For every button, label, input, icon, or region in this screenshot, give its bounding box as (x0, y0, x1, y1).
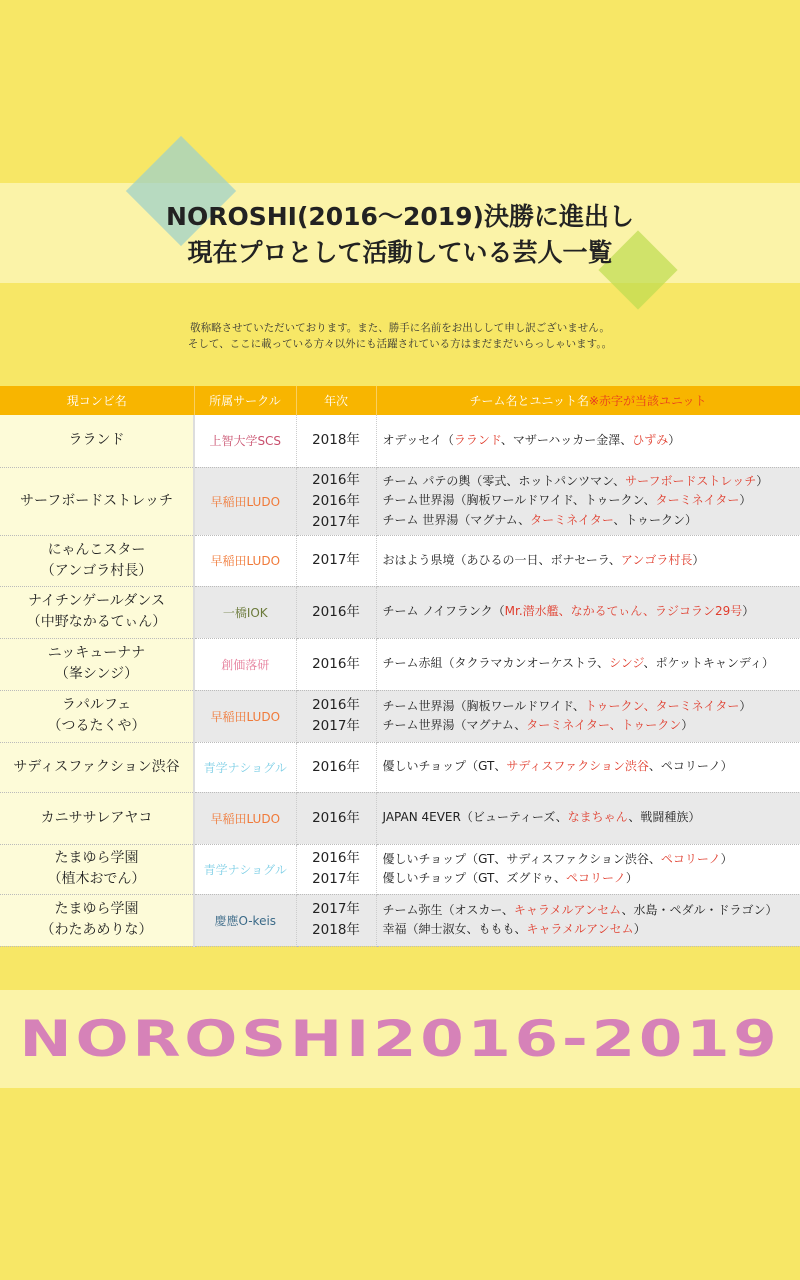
circle-cell: 青学ナショグル (194, 742, 296, 792)
year: 2016年 (312, 758, 360, 775)
year: 2018年 (312, 922, 360, 938)
highlighted-unit: ターミネイター (530, 512, 614, 527)
highlighted-unit: ターミネイター (655, 493, 740, 508)
team-line (383, 716, 800, 736)
table-row (0, 638, 800, 690)
table-row (0, 690, 800, 742)
circle-cell: 早稲田LUDO (194, 535, 296, 586)
table-row (0, 586, 800, 638)
year-cell (296, 415, 376, 467)
year: 2016年 (312, 850, 360, 866)
team-text: ） (668, 433, 681, 447)
team-line (383, 697, 800, 717)
highlighted-unit: キャラメルアンセム (513, 902, 622, 917)
combi-name: （アンゴラ村長） (40, 562, 153, 579)
team-text: ） (756, 473, 769, 488)
year-cell (296, 844, 376, 894)
combi-name: （植木おでん） (47, 871, 146, 887)
team-line (383, 654, 800, 674)
combi-name: （わたあめりな） (40, 922, 153, 938)
team-line (383, 431, 800, 451)
combi-name-cell (0, 690, 194, 742)
highlighted-unit: キャラメルアンセム (526, 922, 634, 936)
team-text: チーム ノイフランク（ (382, 604, 505, 619)
team-text: JAPAN 4EVER（ビューティーズ、 (382, 810, 568, 825)
team-text: ） (692, 552, 705, 567)
title-line-2: 現在プロとして活動している芸人一覧 (187, 238, 613, 267)
combi-name: （つるたくや） (47, 718, 146, 734)
combi-name: カニササレアヤコ (40, 809, 153, 826)
team-text: チーム赤組（タクラマカンオーケストラ、 (382, 656, 610, 671)
highlighted-unit: サーフボードストレッチ (625, 473, 757, 488)
combi-name-cell (0, 415, 194, 467)
circle-cell: 早稲田LUDO (194, 467, 296, 535)
year-cell (296, 894, 376, 946)
header-circle: 所属サークル (194, 386, 296, 415)
highlighted-unit: なまちゃん (567, 810, 629, 825)
team-text: チーム 世界湯（マグナム、 (382, 512, 531, 527)
combi-name: たまゆら学園 (54, 901, 139, 917)
combi-name-cell (0, 586, 194, 638)
team-text: 、トゥークン） (613, 512, 698, 527)
circle-cell: 早稲田LUDO (194, 792, 296, 844)
year: 2016年 (312, 655, 360, 672)
team-cell (376, 467, 800, 535)
team-text: ） (739, 698, 752, 713)
team-line (383, 850, 800, 870)
table-row (0, 792, 800, 844)
highlighted-unit: ペコリーノ (660, 851, 721, 866)
team-cell (376, 792, 800, 844)
highlighted-unit: Mr.潜水艦、なかるてぃん、ラジコラン29号 (504, 604, 743, 619)
combi-name: ラパルフェ (61, 697, 132, 713)
team-text: おはよう県境（あひるの一日、ボナセーラ、 (382, 552, 621, 567)
team-text: 、水島・ペダル・ドラゴン） (621, 902, 778, 917)
year-cell (296, 535, 376, 586)
notice-line-2: そして、ここに載っている方々以外にも活躍されている方はまだまだいらっしゃいます。。 (187, 338, 613, 350)
team-cell (376, 638, 800, 690)
year: 2016年 (312, 809, 360, 826)
team-text: 優しいチョップ（GT、サディスファクション渋谷、 (382, 851, 661, 866)
combi-name: ナイチンゲールダンス (28, 593, 165, 609)
team-cell (376, 586, 800, 638)
team-text: オデッセイ（ (382, 433, 454, 447)
year-cell (296, 792, 376, 844)
team-text: 、ペコリーノ） (648, 759, 733, 774)
title-line-1: NOROSHI(2016〜2019)決勝に進出し (166, 202, 634, 231)
header-team-label: チーム名とユニット名 (469, 394, 589, 408)
year: 2016年 (312, 603, 360, 620)
team-line (383, 602, 800, 622)
team-text: 、戦闘種族） (628, 810, 701, 825)
header-team-note: ※赤字が当該ユニット (588, 394, 707, 408)
highlighted-unit: ペコリーノ (566, 871, 626, 885)
table-header-row (0, 386, 800, 415)
team-line (383, 920, 800, 940)
header-name: 現コンビ名 (0, 386, 194, 415)
team-text: ） (625, 871, 638, 885)
combi-name: ニッキューナナ (47, 645, 146, 661)
team-text: ） (742, 604, 755, 619)
year: 2017年 (312, 513, 360, 530)
team-cell (376, 844, 800, 894)
team-text: ） (720, 851, 733, 866)
team-text: 幸福（紳士淑女、ももも、 (382, 922, 527, 936)
team-line (383, 869, 800, 889)
combi-name: サディスファクション渋谷 (13, 758, 180, 775)
combi-name-cell (0, 467, 194, 535)
combi-name: サーフボードストレッチ (19, 492, 174, 509)
highlighted-unit: トゥークン、ターミネイター (584, 698, 740, 713)
team-text: チーム弥生（オスカー、 (382, 902, 514, 917)
notice-text (0, 320, 800, 352)
team-text: チーム世界湯（マグナム、 (382, 718, 527, 732)
notice-line-1: 敬称略させていただいております。また、勝手に名前をお出しして申し訳ございません。 (190, 322, 610, 334)
combi-name-cell (0, 894, 194, 946)
team-text: 優しいチョップ（GT、ズグドゥ、 (382, 871, 567, 885)
combi-name: ラランド (68, 432, 125, 449)
year: 2016年 (312, 492, 360, 509)
header-year: 年次 (296, 386, 376, 415)
year-cell (296, 638, 376, 690)
circle-cell: 上智大学SCS (194, 415, 296, 467)
table-row (0, 535, 800, 586)
highlighted-unit: シンジ (609, 656, 644, 671)
year-cell (296, 690, 376, 742)
team-line (383, 808, 800, 828)
page-title (0, 199, 800, 271)
highlighted-unit: ターミネイター、トゥークン (526, 718, 682, 732)
combi-name-cell (0, 742, 194, 792)
table-row (0, 415, 800, 467)
table-row (0, 894, 800, 946)
circle-cell: 早稲田LUDO (194, 690, 296, 742)
highlighted-unit: アンゴラ村長 (620, 552, 693, 567)
team-line (383, 511, 800, 531)
team-cell (376, 415, 800, 467)
team-text: ） (633, 922, 646, 936)
team-text: 優しいチョップ（GT、 (382, 759, 507, 774)
year: 2017年 (312, 718, 360, 734)
table-row (0, 742, 800, 792)
combi-name-cell (0, 792, 194, 844)
combi-name: にゃんこスター (47, 541, 146, 558)
highlighted-unit: サディスファクション渋谷 (506, 759, 649, 774)
team-cell (376, 535, 800, 586)
combi-name: たまゆら学園 (54, 850, 139, 866)
team-text: チーム パテの輿（零式、ホットパンツマン、 (382, 473, 626, 488)
combi-name-cell (0, 844, 194, 894)
comedian-table (0, 386, 800, 947)
circle-cell: 慶應O-keis (194, 894, 296, 946)
team-text: ） (739, 493, 752, 508)
combi-name-cell (0, 535, 194, 586)
circle-cell: 創価落研 (194, 638, 296, 690)
year-cell (296, 467, 376, 535)
year: 2017年 (312, 871, 360, 887)
team-text: 、ポケットキャンディ） (643, 656, 774, 671)
header-team (376, 386, 800, 415)
team-cell (376, 742, 800, 792)
team-text: 、マザーハッカー金澤、 (500, 433, 633, 447)
team-text: チーム世界湯（胸板ワールドワイド、 (382, 698, 585, 713)
year: 2016年 (312, 697, 360, 713)
highlighted-unit: ラランド (453, 433, 501, 447)
team-line (383, 757, 800, 777)
team-cell (376, 690, 800, 742)
combi-name: （峯シンジ） (54, 666, 139, 682)
team-cell (376, 894, 800, 946)
team-text: ） (681, 718, 694, 732)
year-cell (296, 586, 376, 638)
circle-cell: 青学ナショグル (194, 844, 296, 894)
team-line (383, 491, 800, 511)
team-line (383, 901, 800, 921)
table-row (0, 844, 800, 894)
circle-cell: 一橋IOK (194, 586, 296, 638)
year: 2017年 (312, 552, 360, 568)
table-row (0, 467, 800, 535)
year-cell (296, 742, 376, 792)
highlighted-unit: ひずみ (632, 433, 669, 447)
year: 2018年 (312, 432, 360, 449)
year: 2017年 (312, 901, 360, 917)
combi-name-cell (0, 638, 194, 690)
combi-name: （中野なかるてぃん） (26, 614, 167, 630)
team-text: チーム世界湯（胸板ワールドワイド、トゥークン、 (382, 493, 656, 508)
team-line (383, 551, 800, 571)
logo-text: NOROSHI2016-2019 (19, 1010, 781, 1068)
team-line (383, 472, 800, 492)
year: 2016年 (312, 471, 360, 488)
